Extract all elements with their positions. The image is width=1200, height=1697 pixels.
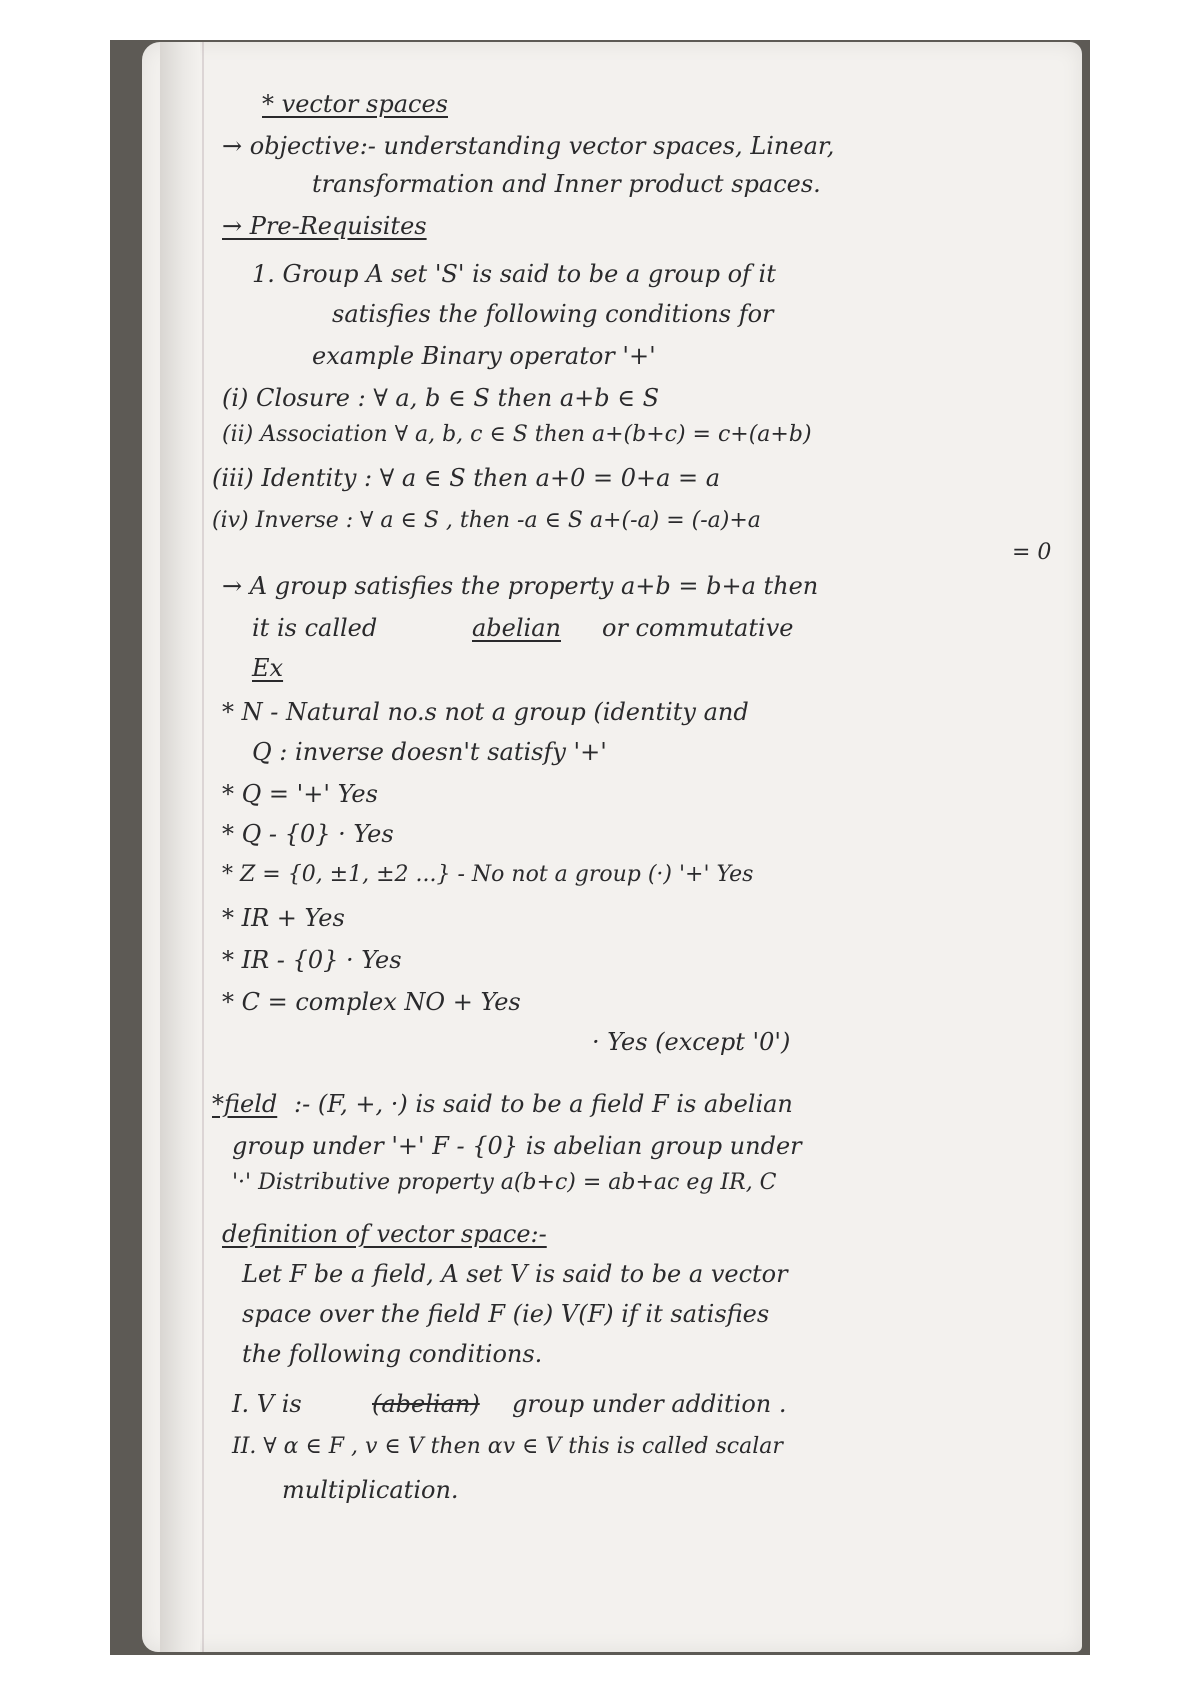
example-real-nonzero: * IR - {0} · Yes [222, 946, 402, 974]
example-complex: * C = complex NO + Yes [222, 988, 521, 1016]
example-heading: Ex [252, 654, 284, 682]
group-text-3: example Binary operator '+' [312, 342, 656, 370]
field-word: *field [212, 1090, 278, 1118]
page-spine [160, 42, 200, 1652]
margin-line [202, 42, 204, 1652]
definition-text-3: the following conditions. [242, 1340, 543, 1368]
condition-1-end: group under addition . [512, 1390, 787, 1418]
inverse-equals-zero: = 0 [1012, 540, 1052, 565]
prereq-heading: → Pre-Requisites [222, 212, 427, 240]
identity-text: (iii) Identity : ∀ a ∈ S then a+0 = 0+a = a [212, 464, 721, 492]
abelian-word: abelian [472, 614, 561, 642]
example-complex-2: · Yes (except '0') [592, 1028, 791, 1056]
condition-1-start: I. V is [232, 1390, 302, 1418]
definition-text-2: space over the field F (ie) V(F) if it satisfies [242, 1300, 770, 1328]
objective-text-1: → objective:- understanding vector spaces, Linear, [222, 132, 835, 160]
example-rational: * Q = '+' Yes [222, 780, 378, 808]
condition-1-struck-word: (abelian) [372, 1390, 480, 1418]
condition-2-text-b: multiplication. [282, 1476, 459, 1504]
notebook-page [142, 42, 1082, 1652]
field-text-1: :- (F, +, ·) is said to be a field F is abelian [294, 1090, 793, 1118]
inverse-text: (iv) Inverse : ∀ a ∈ S , then -a ∈ S a+(-a) = (-a)+a [212, 508, 761, 533]
closure-text: (i) Closure : ∀ a, b ∈ S then a+b ∈ S [222, 384, 660, 412]
example-rational-nonzero: * Q - {0} · Yes [222, 820, 394, 848]
field-text-2: group under '+' F - {0} is abelian group under [232, 1132, 802, 1160]
field-text-3: '·' Distributive property a(b+c) = ab+ac eg IR, C [232, 1170, 777, 1195]
example-real: * IR + Yes [222, 904, 345, 932]
abelian-text-2-start: it is called [252, 614, 378, 642]
condition-2-text: II. ∀ α ∈ F , v ∈ V then αv ∈ V this is called scalar [232, 1434, 783, 1459]
example-natural: * N - Natural no.s not a group (identity and [222, 698, 749, 726]
definition-heading: definition of vector space:- [222, 1220, 547, 1248]
example-integer: * Z = {0, ±1, ±2 ...} - No not a group (·) '+' Yes [222, 862, 754, 887]
example-natural-2: Q : inverse doesn't satisfy '+' [252, 738, 607, 766]
group-text-1: 1. Group A set 'S' is said to be a group of it [252, 260, 776, 288]
title-text: * vector spaces [262, 90, 448, 118]
objective-text-2: transformation and Inner product spaces. [312, 170, 821, 198]
notebook-photo [110, 40, 1090, 1655]
definition-text-1: Let F be a field, A set V is said to be a vector [242, 1260, 788, 1288]
abelian-text-1: → A group satisfies the property a+b = b+a then [222, 572, 819, 600]
abelian-text-2-end: or commutative [602, 614, 794, 642]
group-text-2: satisfies the following conditions for [332, 300, 774, 328]
association-text: (ii) Association ∀ a, b, c ∈ S then a+(b+c) = c+(a+b) [222, 422, 812, 447]
